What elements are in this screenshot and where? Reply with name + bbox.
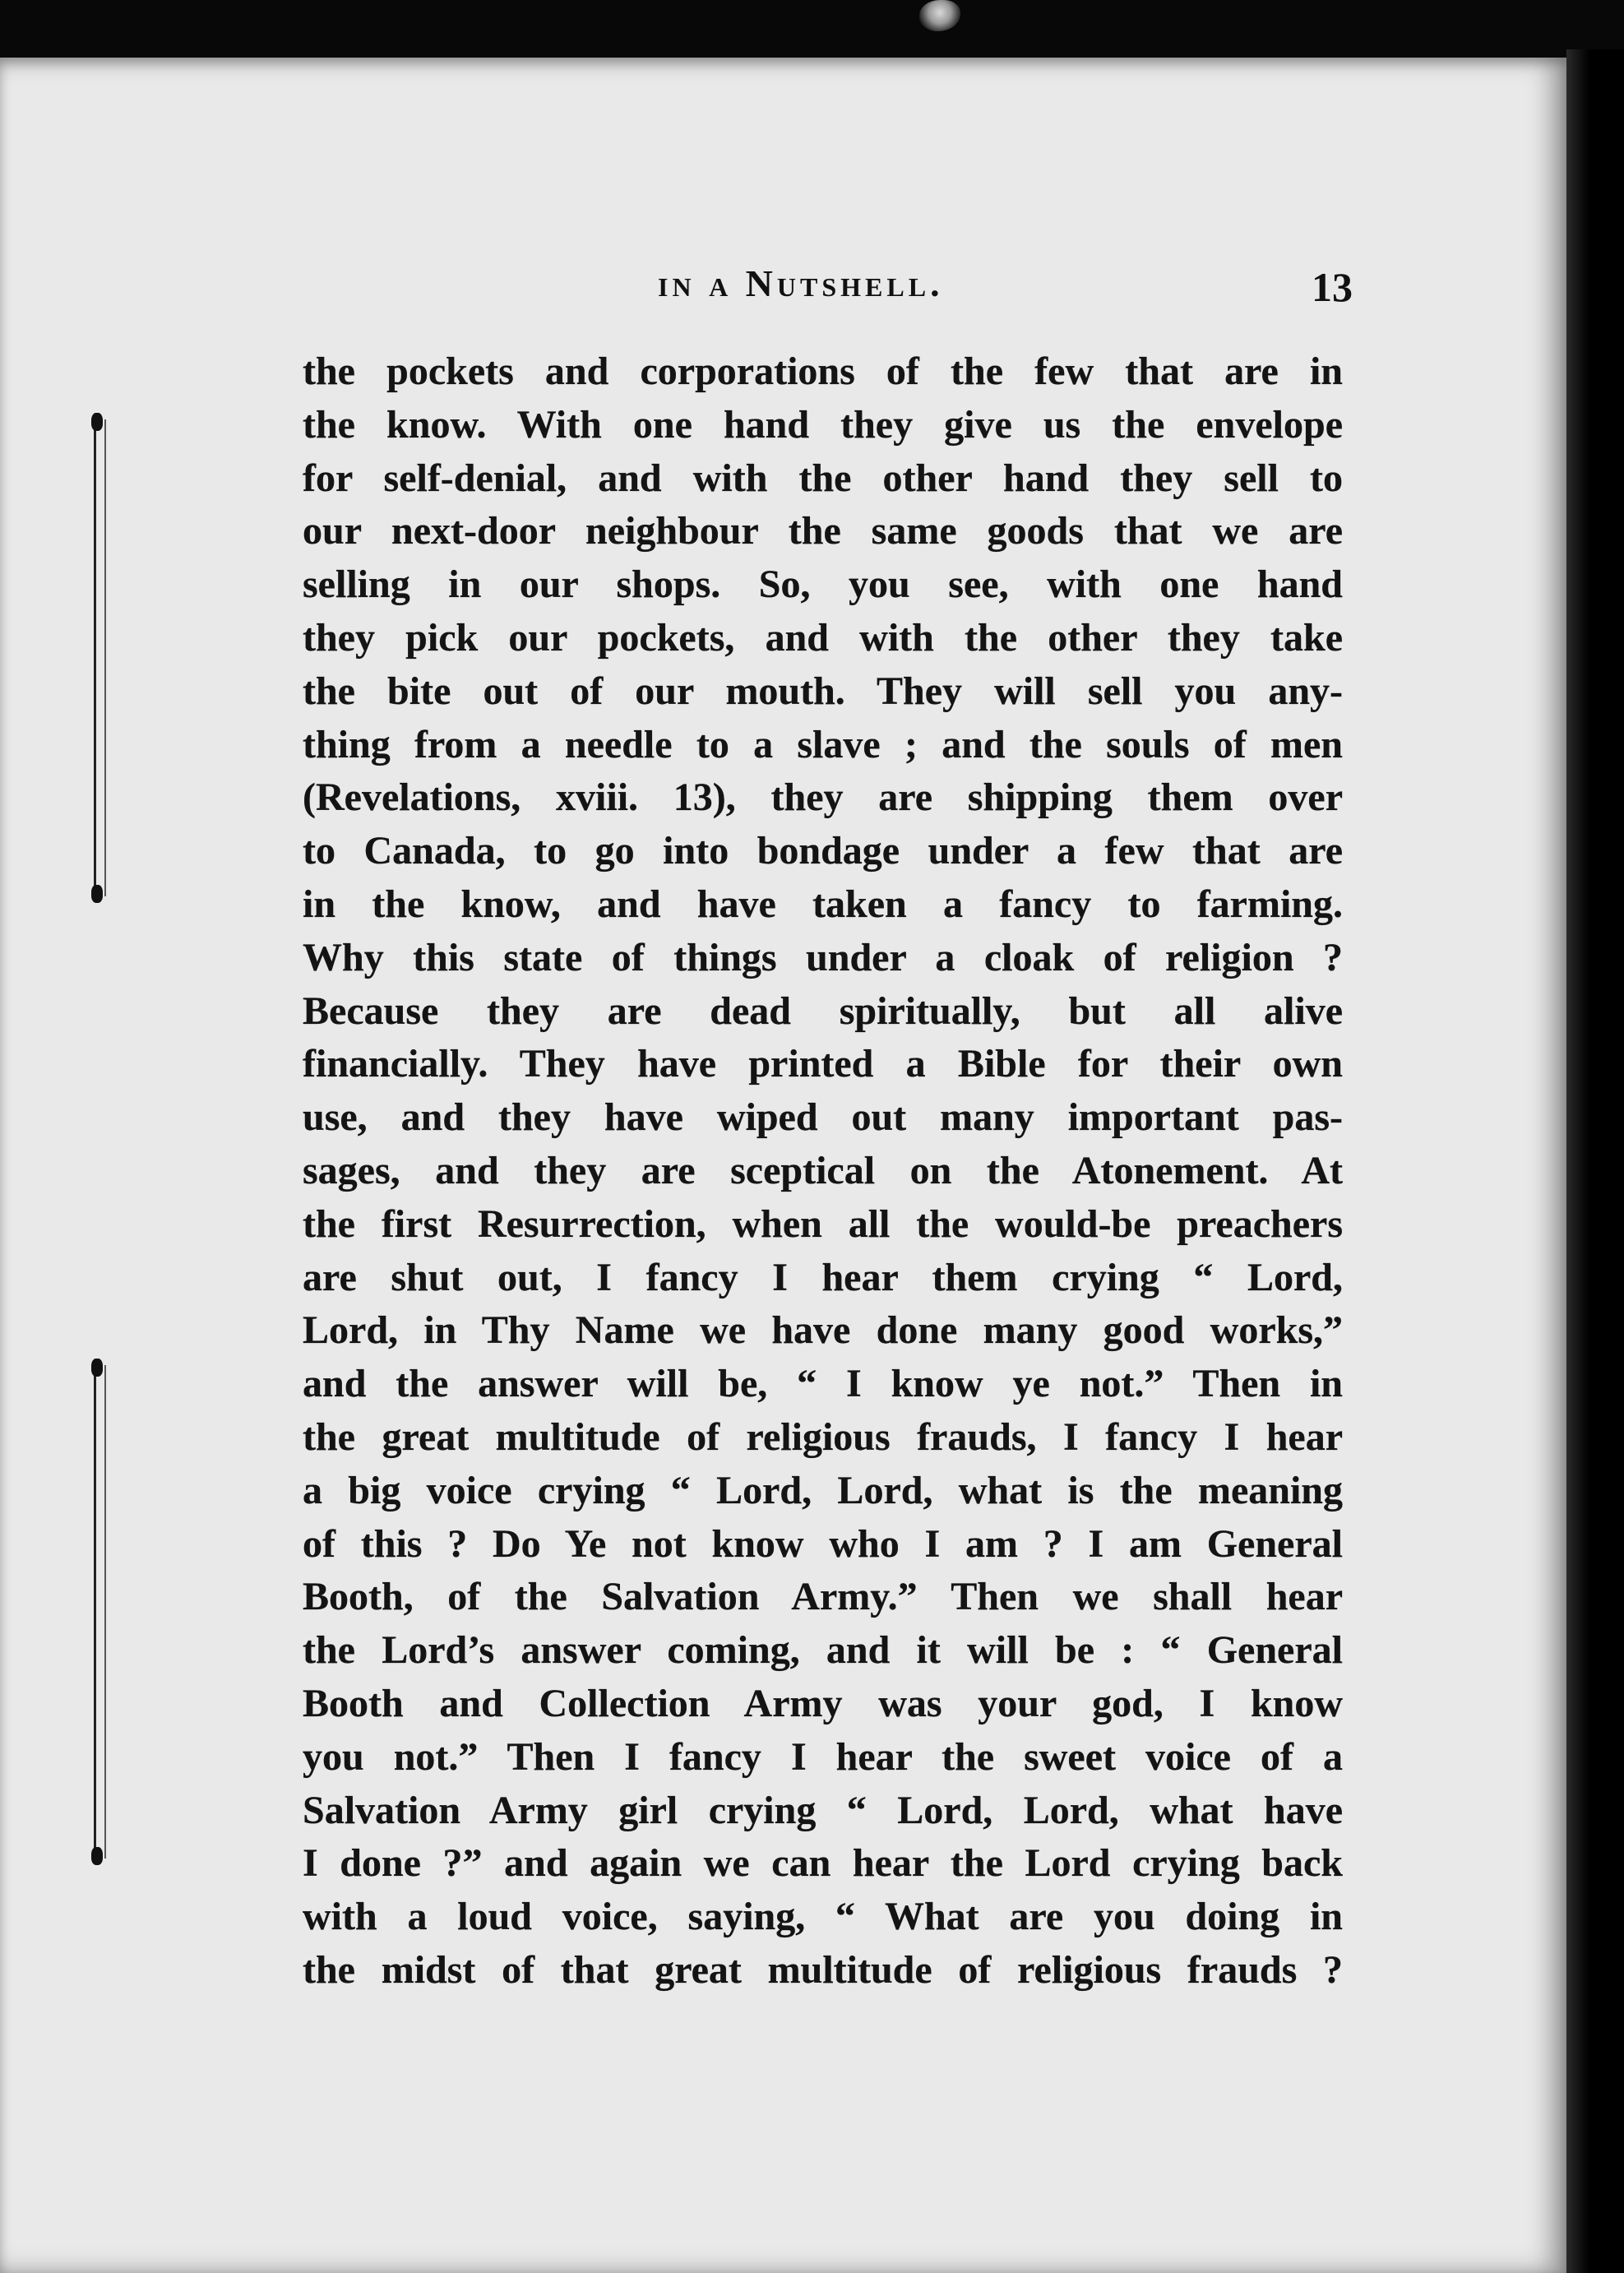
text-line: of this ? Do Ye not know who I am ? I am General [303, 1521, 1343, 1566]
text-line: financially. They have printed a Bible for their own [303, 1042, 1343, 1086]
text-line: thing from a needle to a slave ; and the souls of men [303, 722, 1343, 766]
text-line: Because they are dead spiritually, but all alive [303, 988, 1343, 1033]
text-line: with a loud voice, saying, “ What are you doing in [303, 1895, 1343, 1939]
text-line: sages, and they are sceptical on the Atonement. At [303, 1148, 1343, 1192]
text-line: Lord, in Thy Name we have done many good works,” [303, 1308, 1343, 1353]
text-line: for self-denial, and with the other hand they sell to [303, 456, 1343, 500]
text-line: the midst of that great multitude of religious frauds ? [303, 1947, 1343, 1992]
text-line: to Canada, to go into bondage under a few that are [303, 829, 1343, 873]
text-line: the know. With one hand they give us the envelope [303, 402, 1343, 447]
text-line: they pick our pockets, and with the other they take [303, 615, 1343, 660]
text-line: and the answer will be, “ I know ye not.” Then in [303, 1362, 1343, 1406]
text-line: Why this state of things under a cloak of religion ? [303, 935, 1343, 979]
text-line: the great multitude of religious frauds, I fancy I hear [303, 1414, 1343, 1459]
text-line: in the know, and have taken a fancy to farming. [303, 882, 1343, 926]
running-head [312, 262, 1353, 311]
text-line: a big voice crying “ Lord, Lord, what is the meaning [303, 1468, 1343, 1512]
text-line: the Lord’s answer coming, and it will be : “ General [303, 1628, 1343, 1673]
text-line: use, and they have wiped out many important pas- [303, 1095, 1343, 1140]
running-title: in a Nutshell. [658, 262, 944, 304]
text-line: (Revelations, xviii. 13), they are shipping them over [303, 775, 1343, 820]
text-line: Booth, of the Salvation Army.” Then we shall hear [303, 1575, 1343, 1619]
margin-bracket-mark [94, 1365, 106, 1859]
text-line: our next-door neighbour the same goods that we are [303, 509, 1343, 553]
text-line: selling in our shops. So, you see, with one hand [303, 562, 1343, 607]
page-edge-shadow [1566, 49, 1624, 2273]
text-line: Booth and Collection Army was your god, I know [303, 1681, 1343, 1725]
text-line: the bite out of our mouth. They will sell you any- [303, 669, 1343, 713]
text-line: the pockets and corporations of the few that are in [303, 350, 1343, 393]
text-line: you not.” Then I fancy I hear the sweet voice of a [303, 1734, 1343, 1779]
text-line: the first Resurrection, when all the would-be preachers [303, 1201, 1343, 1246]
scan-artifact [919, 0, 960, 31]
page-number: 13 [1312, 264, 1353, 310]
text-line: I done ?” and again we can hear the Lord crying back [303, 1841, 1343, 1886]
margin-bracket-mark [94, 419, 106, 896]
body-text [303, 345, 1343, 1998]
text-line: are shut out, I fancy I hear them crying “ Lord, [303, 1255, 1343, 1299]
text-line: Salvation Army girl crying “ Lord, Lord, what have [303, 1788, 1343, 1832]
